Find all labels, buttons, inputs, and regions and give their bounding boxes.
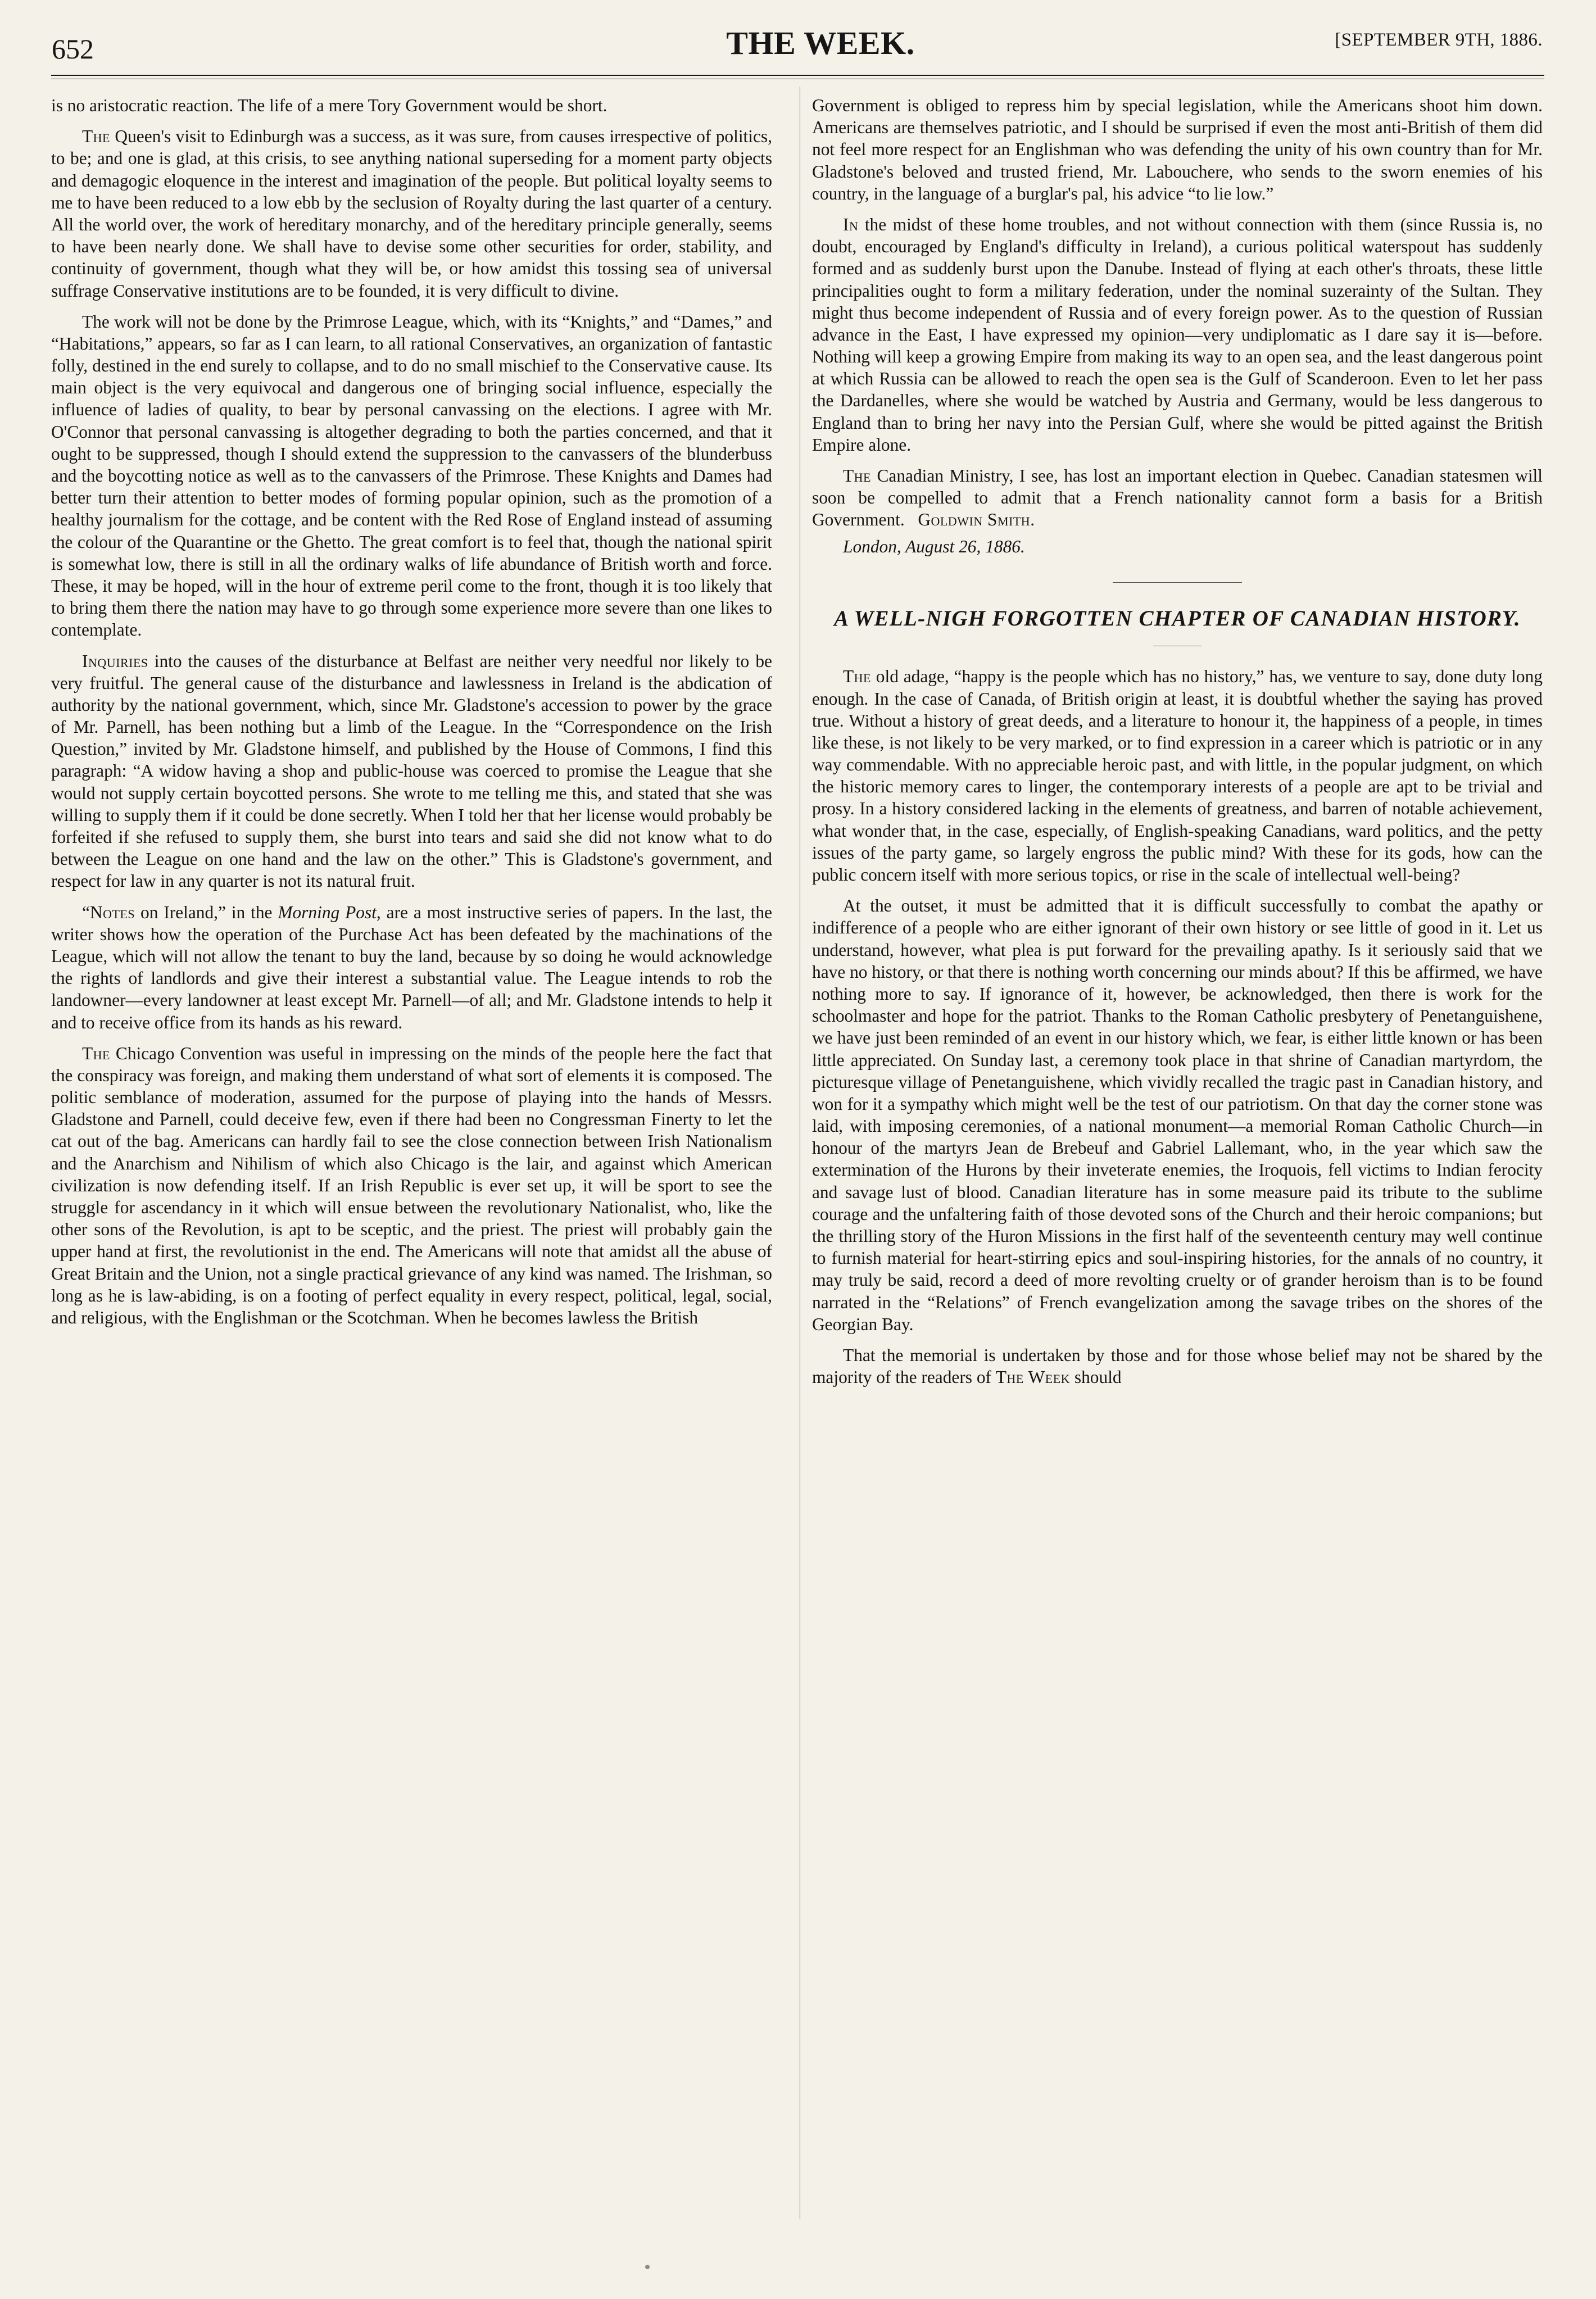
author-signature: Goldwin Smith. bbox=[918, 510, 1035, 530]
primrose-league-paragraph: The work will not be done by the Primrose League, which, with its “Knights,” and “Dames,” and “Habitations,” appears, so far as I can learn, to all rational Conservatives, an organization of fantastic folly, destined in the end surely to collapse, and to do no small mischief to the Conservative cause. Its main object is the very equivocal and dangerous one of bringing social influence, especially the influence of ladies of quality, to bear by personal canvassing on the elections. I agree with Mr. O'Connor that personal canvassing is altogether degrading to both the parties concerned, and that it ought to be suppressed, though I should extend the suppression to the canvassers of the blunderbuss and the boycotting notice as well as to the canvassers of the Primrose. These Knights and Dames had better turn their attention to better modes of forming popular opinion, such as the promotion of a healthy journalism for the cottage, and be content with the Red Rose of England instead of assuming the colour of the Quarantine or the Ghetto. The great comfort is to feel that, though the national spirit is somewhat low, there is still in all the ordinary walks of life abundance of British worth and force. These, it may be hoped, will in the hour of extreme peril come to the front, though it is too likely that to bring them there the nation may have to go through some experience more severe than one likes to contemplate. bbox=[51, 311, 772, 640]
article-opening-paragraph bbox=[812, 665, 1543, 886]
paragraph-text: the midst of these home troubles, and not without connection with them (since Russia is, no doubt, encouraged by England's difficulty in Ireland), a curious political waterspout has suddenly formed and as suddenly burst upon the Danube. Instead of flying at each other's throats, these little principalities ought to form a military federation, under the nominal suzerainty of the Sultan. They might thus become independent of Russia and of every foreign power. As to the question of Russian advance in the East, I have expressed my opinion—very undiplomatic as I dare say it is—before. Nothing will keep a growing Empire from making its way to an open sea, and the least dangerous point at which Russia can be allowed to reach the open sea is the Gulf of Scanderoon. Even to let her pass the Dardanelles, where she would be watched by Austria and Germany, would be less dangerous to England than to bring her navy into the Persian Gulf, where she would be pitted against the British Empire alone. bbox=[812, 214, 1543, 455]
paragraph-lead-word: The bbox=[82, 126, 111, 147]
paragraph-text: into the causes of the disturbance at Belfast are neither very needful nor likely to be very fruitful. The general cause of the disturbance and lawlessness in Ireland is the abdication of authority by the national government, which, since Mr. Gladstone's accession to power by the grace of Mr. Parnell, has been nothing but a limb of the League. In the “Correspondence on the Irish Question,” invited by Mr. Gladstone himself, and published by the House of Commons, I find this paragraph: “A widow having a shop and public-house was coerced to promise the League that she would not supply certain boycotted persons. She wrote to me telling me this, and stated that she was willing to supply them if it could be done secretly. When I told her that her license would probably be forfeited if she refused to supply them, she burst into tears and said she did not know what to do between the League on one hand and the law on the other.” This is Gladstone's government, and respect for law in any quarter is not its natural fruit. bbox=[51, 651, 772, 891]
right-column bbox=[812, 94, 1543, 2275]
page-number: 652 bbox=[52, 33, 94, 65]
publication-title: THE WEEK. bbox=[726, 25, 915, 61]
dateline: London, August 26, 1886. bbox=[843, 536, 1025, 556]
paragraph-lead-word: In bbox=[843, 214, 859, 234]
paragraph-text: That the memorial is undertaken by those and for those whose belief may not be shared by the majority of the readers of bbox=[812, 1345, 1543, 1387]
paragraph-text: Canadian Ministry, I see, has lost an important election in Quebec. Canadian statesmen will soon be compelled to admit that a French nationality cannot form a basis for a British Government. bbox=[812, 466, 1543, 530]
article-paragraph: At the outset, it must be admitted that it is difficult successfully to combat the apathy or indifference of a people who are either ignorant of their own history or see little of good in it. Let us understand, however, what plea is put forward for the prevailing apathy. Is it seriously said that we have no history, or that there is nothing worth concerning our minds about? If this be affirmed, we have nothing more to say. If ignorance of it, however, be acknowledged, then there is work for the schoolmaster and hope for the patriot. Thanks to the Roman Catholic presbytery of Penetanguishene, we have just been reminded of an event in our history which, we fear, is either little known or has been little appreciated. On Sunday last, a ceremony took place in that shrine of Canadian martyrdom, the picturesque village of Penetanguishene, which vividly recalled the tragic past in Canadian history, and won for it a sympathy which might well be the test of our patriotism. On that day the corner stone was laid, with imposing ceremonies, of a national monument—a memorial Roman Catholic Church—in honour of the martyrs Jean de Brebeuf and Gabriel Lallemant, who, in the year which saw the extermination of the Hurons by their inveterate enemies, the Iroquois, fell victims to Indian ferocity and savage lust of blood. Canadian literature has in some measure paid its tribute to the sublime courage and the unfaltering faith of those devoted sons of the Church and their heroic companions; but the thrilling story of the Huron Missions in the first half of the seventeenth century may well continue to furnish material for heart-stirring epics and soul-inspiring histories, for the annals of no country, it may truly be said, record a deed of more revolting cruelty or of grander heroism than is to be found narrated in the “Relations” of French evangelization among the savage tribes on the shores of the Georgian Bay. bbox=[812, 896, 1543, 1334]
article-closing-paragraph bbox=[812, 1344, 1543, 1388]
left-column bbox=[51, 94, 772, 2275]
header-rule bbox=[51, 75, 1544, 79]
paragraph-text: Chicago Convention was useful in impressing on the minds of the people here the fact that the conspiracy was foreign, and making them understand of what sort of elements it is composed. The politic semblance of moderation, assumed for the purpose of playing into the hands of Messrs. Gladstone and Parnell, could deceive few, even if there had been no Congressman Finerty to let the cat out of the bag. Americans can hardly fail to see the close connection between Irish Nationalism and the Anarchism and Nihilism of which also Chicago is the lair, and against which American civilization is now defending itself. If an Irish Republic is ever set up, it will be sport to see the struggle for ascendancy in it which will ensue between the revolutionary Nationalist, who, like the other sons of the Revolution, is apt to be sceptic, and the priest. The priest will probably gain the upper hand at first, the revolutionist in the end. The Americans will note that amidst all the abuse of Great Britain and the Union, not a single practical grievance of any kind was named. The Irishman, so long as he is law-abiding, is on a footing of perfect equality in every respect, political, legal, social, and religious, with the Englishman or the Scotchman. When he becomes lawless the British bbox=[51, 1043, 772, 1327]
paragraph-text: , are a most instructive series of papers. In the last, the writer shows how the operation of the Purchase Act has been defeated by the machinations of the League, which will not allow the tenant to buy the land, because by so doing he would acknowledge the rights of landlords and give their interest a substantial value. The League intends to rob the landowner—every landowner at least except Mr. Parnell—of all; and Mr. Gladstone intends to help it and to receive office from its hands as his reward. bbox=[51, 902, 772, 1032]
continued-paragraph: is no aristocratic reaction. The life of a mere Tory Government would be short. bbox=[51, 96, 607, 115]
paragraph-lead-word: The bbox=[843, 466, 872, 486]
paragraph-text: Queen's visit to Edinburgh was a success, as it was sure, from causes irrespective of politics, to be; and one is glad, at this crisis, to see anything national superseding for a moment party objects and demagogic eloquence in the interest and imagination of the people. But political loyalty seems to me to have been reduced to a low ebb by the seclusion of Royalty during the last quarter of a century. All the world over, the work of hereditary monarchy, and of the hereditary principle generally, seems to have been nearly done. We shall have to devise some other securities for order, stability, and continuity of government, though what they will be, or how amidst this tossing sea of universal suffrage Conservative institutions are to be founded, it is very difficult to divine. bbox=[51, 126, 772, 301]
chicago-convention-paragraph bbox=[51, 1042, 772, 1328]
canadian-ministry-paragraph bbox=[812, 465, 1543, 531]
belfast-paragraph bbox=[51, 650, 772, 892]
paragraph-text: on Ireland,” in the bbox=[135, 902, 278, 922]
notes-on-ireland-paragraph bbox=[51, 901, 772, 1033]
paragraph-text: old adage, “happy is the people which has no history,” has, we venture to say, done duty long enough. In the case of Canada, of British origin at least, it is doubtful whether the saying has proved true. Without a history of great deeds, and a literature to honour it, the happiness of a people, in times like these, is not likely to be very marked, or to find expression in a career which is patriotic or in any way commendable. With no appreciable heroic past, and with little, in the popular judgment, on which the historic memory cares to linger, the contemporary interests of a people are apt to be trivial and prosy. In a history considered lacking in the elements of greatness, and barren of notable achievement, what wonder that, in the case, especially, of English-speaking Canadians, ward politics, and the petty issues of the party game, so largely engross the public mind? With these for its gods, how can the public concern itself with more serious topics, or rise in the scale of intellectual well-being? bbox=[812, 666, 1543, 885]
section-divider bbox=[1113, 582, 1242, 583]
opening-quote: “ bbox=[82, 902, 90, 922]
paragraph-lead-word: Inquiries bbox=[82, 651, 148, 671]
queen-visit-paragraph bbox=[51, 125, 772, 302]
paragraph-lead-word: Notes bbox=[89, 902, 135, 922]
ink-speck bbox=[645, 2265, 650, 2269]
continued-paragraph: Government is obliged to repress him by special legislation, while the Americans shoot him down. Americans are themselves patriotic, and I should be surprised if even the most anti-British of them did not feel more respect for an Englishman who was defending the unity of his own country than for Mr. Gladstone's beloved and trusted friend, Mr. Labouchere, who sends to the sworn enemies of his country, in the language of a burglar's pal, his advice “to lie low.” bbox=[812, 96, 1543, 203]
journal-name: The Week bbox=[995, 1367, 1071, 1387]
danube-paragraph bbox=[812, 214, 1543, 456]
paragraph-text: should bbox=[1070, 1367, 1122, 1387]
newspaper-name: Morning Post bbox=[278, 902, 377, 922]
issue-date: [SEPTEMBER 9TH, 1886. bbox=[1335, 30, 1543, 50]
article-title: A WELL-NIGH FORGOTTEN CHAPTER OF CANADIAN HISTORY. bbox=[834, 606, 1521, 631]
paragraph-lead-word: The bbox=[843, 666, 872, 687]
paragraph-lead-word: The bbox=[82, 1043, 111, 1063]
